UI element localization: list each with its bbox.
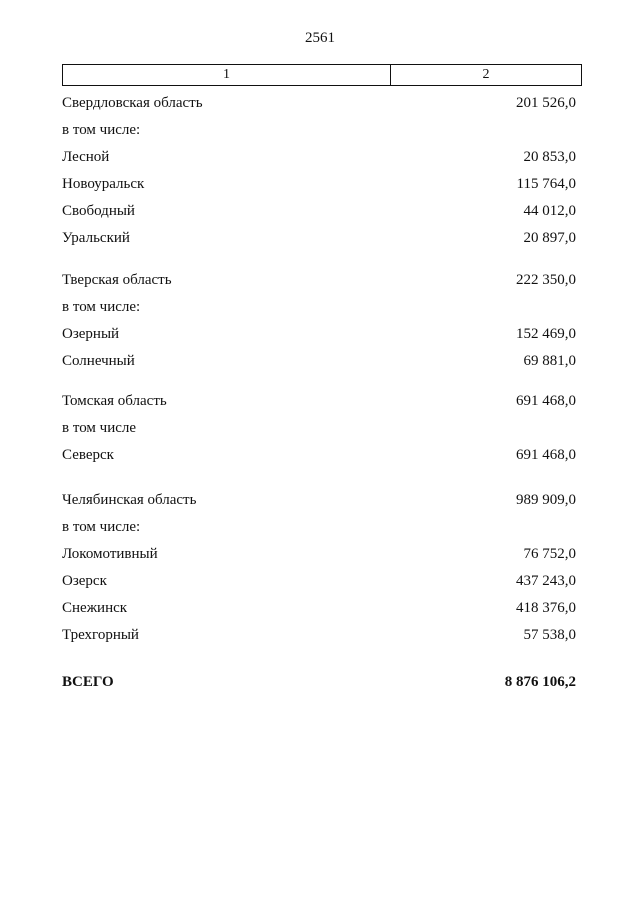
row-name: Тверская область	[62, 272, 172, 288]
table-row	[62, 572, 576, 590]
column-header-row	[62, 64, 582, 86]
row-value: 115 764,0	[516, 176, 576, 192]
row-value: 76 752,0	[523, 546, 576, 562]
row-name: в том числе	[62, 420, 137, 436]
row-name: Уральский	[62, 230, 130, 246]
row-name: Томская область	[62, 393, 167, 409]
row-value: 69 881,0	[523, 353, 576, 369]
row-name: Трехгорный	[62, 627, 139, 643]
row-name: Снежинск	[62, 600, 128, 616]
row-value: 691 468,0	[516, 393, 576, 409]
row-name: в том числе:	[62, 299, 141, 315]
table-row	[62, 545, 576, 563]
row-name: Солнечный	[62, 353, 135, 369]
table-row	[62, 518, 576, 536]
column-header-2: 2	[482, 67, 490, 82]
row-value: 222 350,0	[516, 272, 576, 288]
row-name: Челябинская область	[62, 492, 197, 508]
table-row	[62, 626, 576, 644]
row-value: 20 897,0	[523, 230, 576, 246]
row-name: в том числе:	[62, 122, 141, 138]
row-value: 691 468,0	[516, 447, 576, 463]
column-header-1: 1	[63, 65, 391, 85]
table-row	[62, 229, 576, 247]
table-row	[62, 392, 576, 410]
table-row	[62, 94, 576, 112]
table-row	[62, 175, 576, 193]
total-row	[62, 673, 576, 691]
page-number: 2561	[305, 30, 335, 46]
table-row	[62, 352, 576, 370]
table-row	[62, 446, 576, 464]
row-value: 20 853,0	[523, 149, 576, 165]
row-name: Озерск	[62, 573, 107, 589]
table-row	[62, 202, 576, 220]
row-name: Локомотивный	[62, 546, 158, 562]
table-row	[62, 419, 576, 437]
row-name: Новоуральск	[62, 176, 145, 192]
table-row	[62, 148, 576, 166]
row-value: 437 243,0	[516, 573, 576, 589]
total-value: 8 876 106,2	[504, 674, 576, 690]
total-label: ВСЕГО	[62, 674, 114, 690]
row-value: 152 469,0	[516, 326, 576, 342]
row-value: 989 909,0	[516, 492, 576, 508]
row-value: 418 376,0	[516, 600, 576, 616]
row-value: 201 526,0	[516, 95, 576, 111]
row-name: Северск	[62, 447, 114, 463]
table-row	[62, 271, 576, 289]
table-row	[62, 298, 576, 316]
table-row	[62, 121, 576, 139]
row-name: Озерный	[62, 326, 120, 342]
table-row	[62, 599, 576, 617]
row-name: Лесной	[62, 149, 110, 165]
row-value: 44 012,0	[523, 203, 576, 219]
row-name: Свердловская область	[62, 95, 203, 111]
table-row	[62, 491, 576, 509]
row-value: 57 538,0	[523, 627, 576, 643]
row-name: Свободный	[62, 203, 135, 219]
table-row	[62, 325, 576, 343]
row-name: в том числе:	[62, 519, 141, 535]
